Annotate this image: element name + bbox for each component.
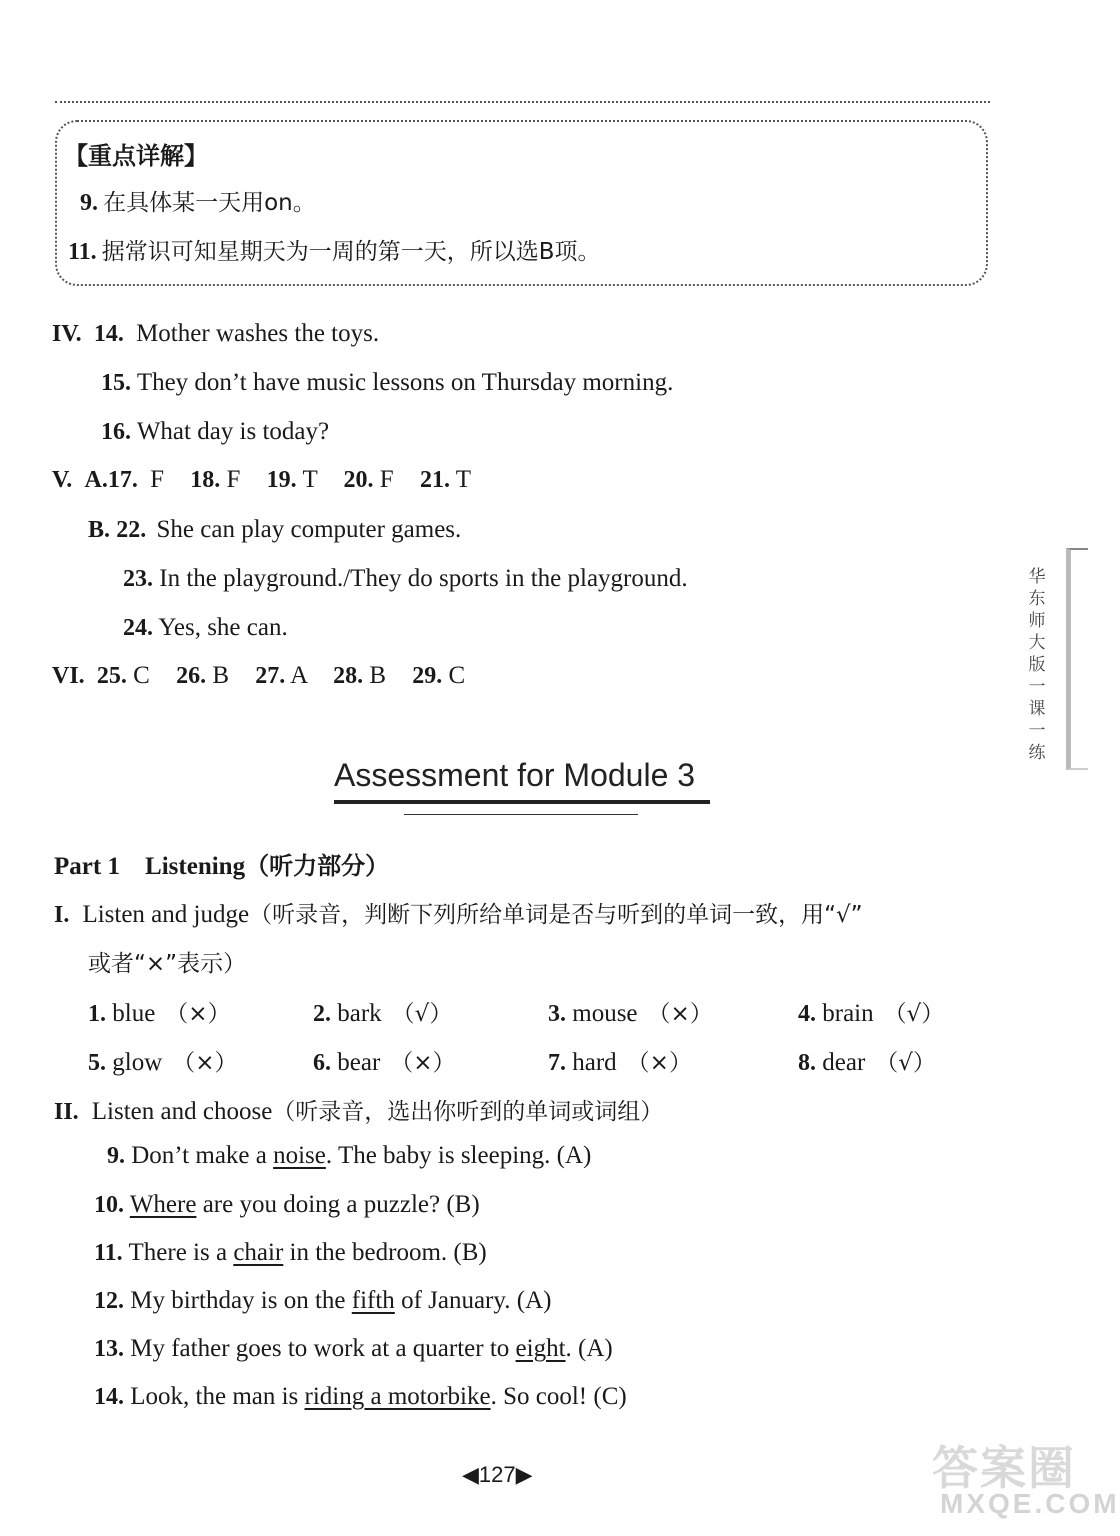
question-heading: II. Listen and choose（听录音，选出你听到的单词或词组） (54, 1098, 664, 1125)
answer-line: 23. In the playground./They do sports in the playground. (123, 565, 688, 592)
judge-item: 8. dear （√） (798, 1049, 936, 1076)
choose-item: 9. Don’t make a noise. The baby is sleeping. (A) (107, 1142, 592, 1169)
question-instruction: 或者“×”表示） (88, 951, 247, 977)
answer-line: 24. Yes, she can. (123, 614, 288, 641)
answer-line: B. 22. She can play computer games. (88, 516, 462, 543)
title-underline (334, 800, 710, 804)
note-item: 9. 在具体某一天用on。 (80, 190, 316, 216)
answer-line: 16. What day is today? (101, 418, 330, 445)
section-label: VI. (52, 663, 85, 689)
title-underline-thin (404, 814, 638, 815)
choose-item: 13. My father goes to work at a quarter to eight. (A) (94, 1335, 613, 1362)
answer-line: V. A.17. F 18. F 19. T 20. F 21. T (52, 466, 472, 493)
judge-item: 6. bear （×） (313, 1049, 456, 1076)
part-heading: Part 1 Listening（听力部分） (54, 852, 390, 880)
note-item: 11. 据常识可知星期天为一周的第一天，所以选B项。 (68, 239, 601, 265)
side-tab-marker (1066, 548, 1088, 770)
section-label: IV. (52, 321, 82, 347)
answer-line: IV. 14. Mother washes the toys. (52, 320, 380, 347)
page-number: ◀127▶ (462, 1462, 533, 1487)
answer-line: 15. They don’t have music lessons on Thursday morning. (101, 369, 674, 396)
choose-item: 14. Look, the man is riding a motorbike. So cool! (C) (94, 1383, 627, 1410)
judge-item: 1. blue （×） (88, 1000, 231, 1027)
judge-item: 7. hard （×） (548, 1049, 692, 1076)
assessment-title: Assessment for Module 3 (334, 757, 696, 793)
choose-item: 10. Where are you doing a puzzle? (B) (94, 1191, 480, 1218)
answer-line: VI. 25. C 26. B 27. A 28. B 29. C (52, 662, 466, 689)
watermark-logo: 答案圈 (932, 1441, 1076, 1495)
judge-item: 2. bark （√） (313, 1000, 453, 1027)
question-heading: I. Listen and judge（听录音，判断下列所给单词是否与听到的单词一致，用“√” (54, 901, 863, 928)
choose-item: 11. There is a chair in the bedroom. (B) (94, 1239, 487, 1266)
choose-item: 12. My birthday is on the fifth of January. (A) (94, 1287, 552, 1314)
judge-item: 5. glow （×） (88, 1049, 238, 1076)
section-label: V. (52, 467, 73, 493)
key-points-heading: 【重点详解】 (64, 142, 208, 170)
judge-item: 4. brain （√） (798, 1000, 945, 1027)
watermark-url: MXQE.COM (940, 1488, 1120, 1519)
top-divider (55, 101, 990, 103)
judge-item: 3. mouse （×） (548, 1000, 713, 1027)
side-book-title: 华东师大版一课一练 (1028, 567, 1046, 763)
